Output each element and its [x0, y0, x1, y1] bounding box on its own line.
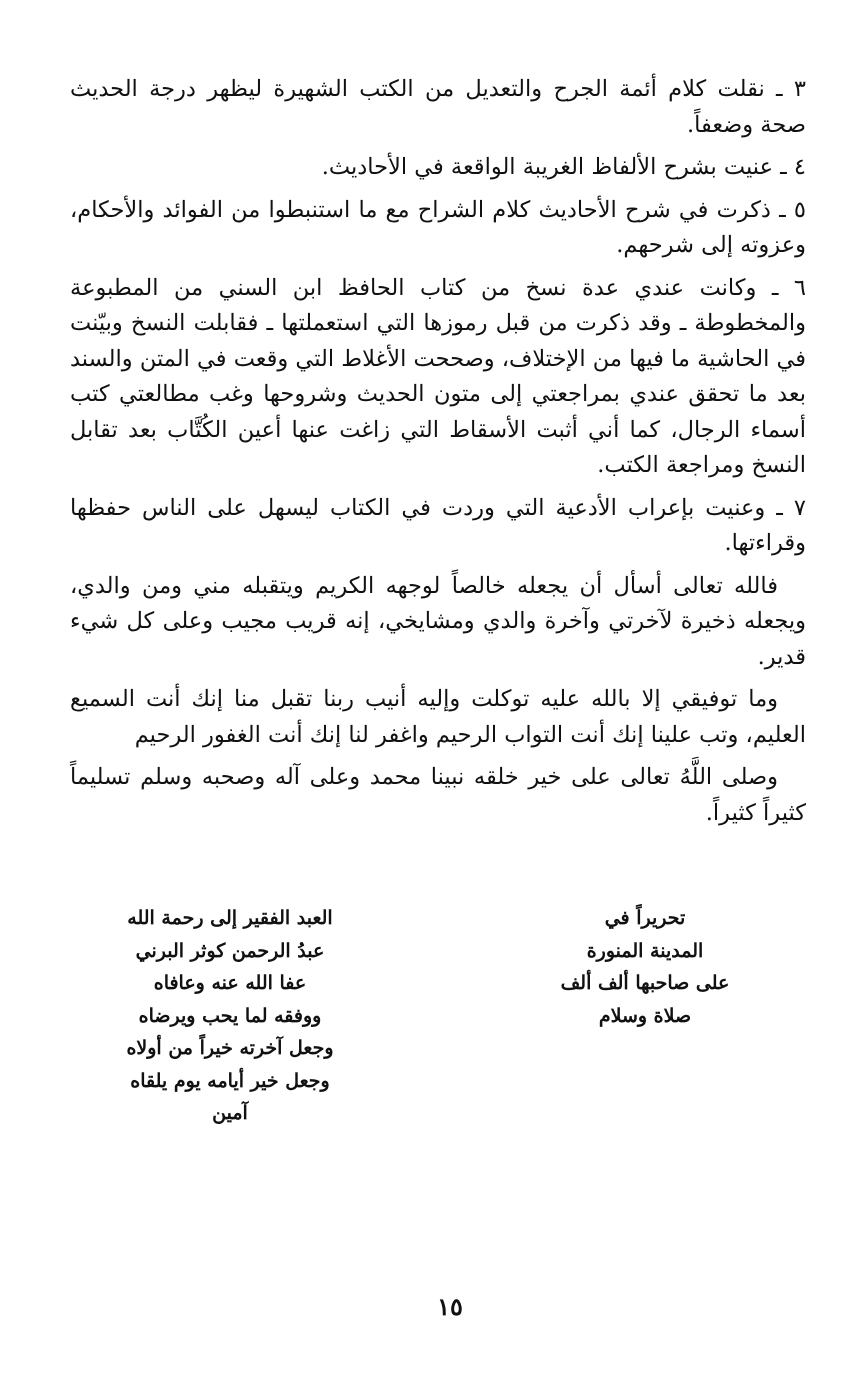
place-signature-line: المدينة المنورة [586, 939, 704, 962]
list-item-6: ٦ ـ وكانت عندي عدة نسخ من كتاب الحافظ ابن السني من المطبوعة والمخطوطة ـ وقد ذكرت من قبل رموزها التي استعملتها ـ فقابلت النسخ وبيّنت في الحاشية ما فيها من الإختلاف، وصححت الأغلاط التي وقعت في المتن والسند بعد ما تحقق عندي بمراجعتي إلى متون الحديث وشروحها وغب مطالعتي كتب أسماء الرجال، كما أني أثبت الأسقاط التي زاغت عنها أعين الكُتَّاب بعد تقابل النسخ ومراجعة الكتب. [70, 274, 806, 478]
author-signature-line: وجعل آخرته خيراً من أولاه [126, 1037, 334, 1059]
list-item-3: ٣ ـ نقلت كلام أئمة الجرح والتعديل من الكتب الشهيرة ليظهر درجة الحديث صحة وضعفاً. [70, 76, 806, 138]
author-signature-line: عفا الله عنه وعافاه [153, 972, 307, 994]
list-item-7: ٧ ـ وعنيت بإعراب الأدعية التي وردت في الكتاب ليسهل على الناس حفظها وقراءتها. [70, 494, 806, 556]
list-item-4: ٤ ـ عنيت بشرح الألفاظ الغريبة الواقعة في الأحاديث. [321, 154, 806, 180]
place-signature-line: على صاحبها ألف ألف [560, 972, 730, 994]
author-signature [80, 902, 380, 1130]
author-signature-line: العبد الفقير إلى رحمة الله [127, 907, 333, 929]
list-item-5: ٥ ـ ذكرت في شرح الأحاديث كلام الشراح مع ما استنبطوا من الفوائد والأحكام، وعزوته إلى شرحهم. [70, 196, 806, 258]
closing-paragraph: وصلى اللَّهُ تعالى على خير خلقه نبينا محمد وعلى آله وصحبه وسلم تسليماً كثيراً كثيراً. [70, 764, 806, 826]
page-number: ١٥ [437, 1292, 463, 1321]
author-name: عبدُ الرحمن كوثر البرني [135, 939, 325, 962]
place-signature-line: تحريراً في [604, 907, 686, 929]
place-signature-line: صلاة وسلام [598, 1004, 692, 1027]
prayer-paragraph: فالله تعالى أسأل أن يجعله خالصاً لوجهه الكريم ويتقبله مني ومن والدي، ويجعله ذخيرة لآخرتي وآخرة والدي ومشايخي، إنه قريب مجيب وعلى كل شيء قدير. [70, 572, 806, 670]
supplication-paragraph: وما توفيقي إلا بالله عليه توكلت وإليه أنيب ربنا تقبل منا إنك أنت السميع العليم، وتب علينا إنك أنت التواب الرحيم واغفر لنا إنك أنت الغفور الرحيم [70, 686, 806, 748]
author-signature-line: وجعل خير أيامه يوم يلقاه [130, 1069, 330, 1092]
author-signature-line: ووفقه لما يحب ويرضاه [138, 1004, 322, 1027]
place-signature [520, 902, 770, 1032]
body-text [70, 72, 806, 838]
author-signature-line: آمين [212, 1102, 248, 1124]
